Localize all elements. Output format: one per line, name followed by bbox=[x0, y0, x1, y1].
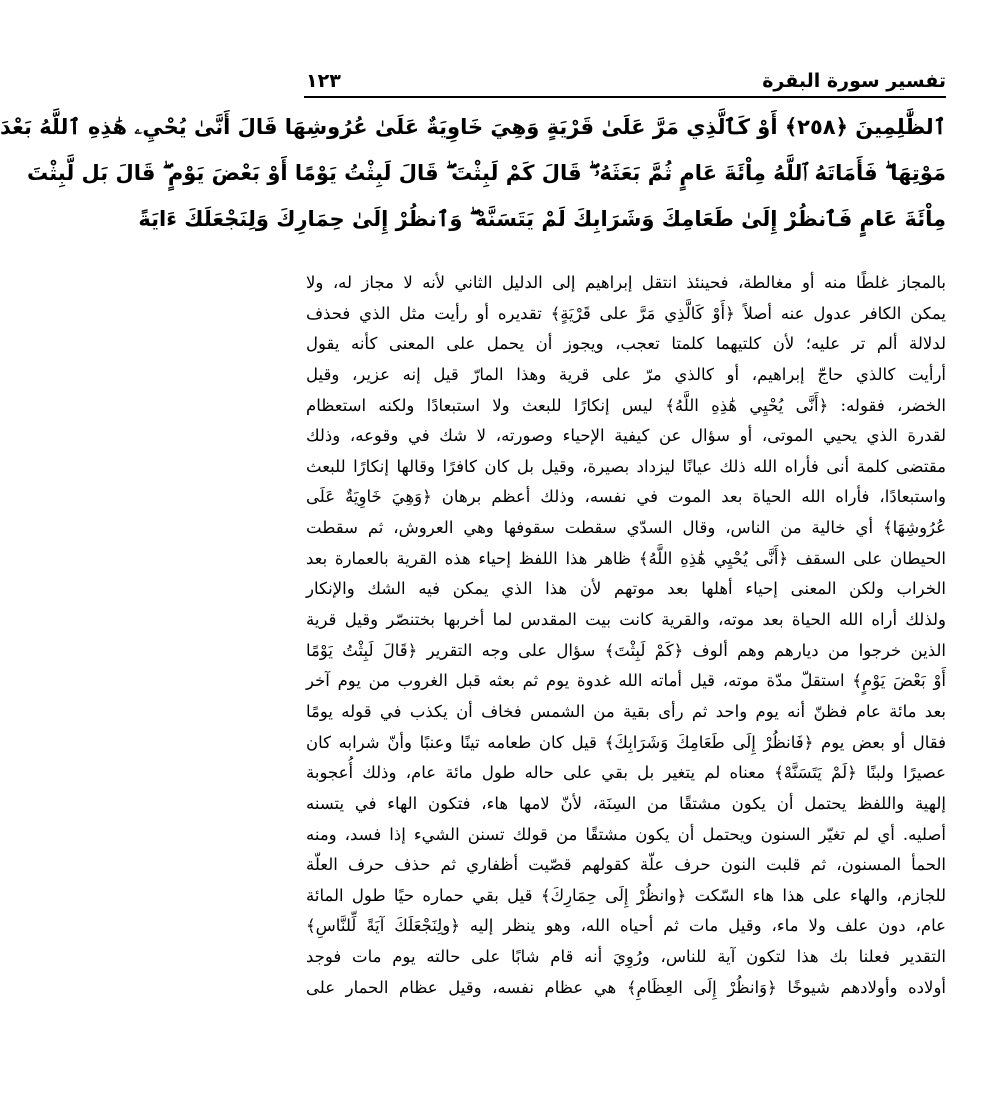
commentary-line: واستبعادًا، فأراه الله الحياة بعد الموت في نفسه، وذلك أعظم برهان ﴿وَهِيَ خَاوِيَةٌ عَلَى bbox=[306, 487, 946, 507]
commentary-line: بعد مائة عام فظنّ أنه يوم واحد ثم رأى بقية من الشمس فخاف أن يكذب في قوله يومًا bbox=[306, 701, 946, 721]
commentary-line: للجازم، والهاء على هذا هاء السّكت ﴿وانظُرْ إِلَى حِمَارِكَ﴾ قيل بقي حماره حيًا طول المائة bbox=[306, 885, 946, 905]
commentary-line: ولذلك أراه الله الحياة بعد موته، والقرية كانت بيت المقدس لما أخربها بختنصّر وقيل قرية bbox=[306, 610, 946, 630]
commentary-line: أصليه. أي لم تغيّر السنون ويحتمل أن يكون مشتقًا من قولك تسنن الشيء إذا فسد، ومنه bbox=[306, 824, 946, 844]
commentary-line: فقال أو بعض يوم ﴿فَانظُرْ إِلَى طَعَامِكَ وَشَرَابِكَ﴾ قيل كان طعامه تينًا وعنبًا وأنّ شرابه كان bbox=[306, 732, 946, 752]
quran-line: مَوْتِهَا ۖ فَأَمَاتَهُ ٱللَّهُ مِاْئَةَ عَامٍ ثُمَّ بَعَثَهُۥ ۖ قَالَ كَمْ لَبِثْتَ ۖ قَالَ لَبِثْتُ يَوْمًا أَوْ بَعْضَ يَوْمٍ ۖ قَالَ بَل لَّبِثْتَ bbox=[26, 161, 946, 185]
header-rule bbox=[304, 96, 946, 98]
page-header bbox=[306, 58, 946, 92]
commentary-line: الذين خرجوا من ديارهم وهم ألوف ﴿كَمْ لَبِثْتَ﴾ سؤال على وجه التقرير ﴿قَالَ لَبِثْتُ يَوْمًا bbox=[306, 640, 946, 660]
quran-line: ٱلظَّٰلِمِينَ ﴿٢٥٨﴾ أَوْ كَٱلَّذِي مَرَّ عَلَىٰ قَرْيَةٍ وَهِيَ خَاوِيَةٌ عَلَىٰ عُرُوشِهَا قَالَ أَنَّىٰ يُحْيِۦ هَٰذِهِ ٱللَّهُ بَعْدَ bbox=[0, 115, 946, 139]
commentary-line: لقدرة الذي يحيي الموتى، أو سؤال عن كيفية الإحياء وصورته، لا شك في وقوعه، وذلك bbox=[306, 426, 946, 446]
commentary-line: بالمجاز غلطًا منه أو مغالطة، فحينئذ انتقل إبراهيم إلى الدليل الثاني لأنه لا مجاز له، ولا bbox=[306, 273, 946, 292]
commentary-body bbox=[306, 268, 946, 1003]
commentary-line: الحمأ المسنون، ثم قلبت النون حرف علّة كقولهم قصّيت أظفاري ثم حذف حرف العلّة bbox=[306, 855, 946, 875]
running-title: تفسير سورة البقرة bbox=[762, 70, 946, 92]
commentary-line: أَوْ بَعْضَ يَوْمٍ﴾ استقلّ مدّة موته، قيل أماته الله غدوة يوم ثم بعثه قبل الغروب من يوم آخر bbox=[306, 671, 946, 691]
commentary-line: التقدير فعلنا بك هذا لتكون آية للناس، ورُوِيَ أنه قام شابًا على حالته يوم مات فوجد bbox=[306, 947, 946, 967]
commentary-line: الحيطان على السقف ﴿أَنَّى يُحْيِي هَٰذِهِ اللَّهُ﴾ ظاهر هذا اللفظ إحياء هذه القرية بالعمارة بعد bbox=[306, 548, 946, 568]
commentary-line: عام، دون علف ولا ماء، وقيل مات ثم أحياه الله، وهو ينظر إليه ﴿ولِنَجْعَلَكَ آيَةً لِّلنَّاسِ﴾ bbox=[306, 916, 946, 936]
commentary-line: أولاده وأولادهم شيوخًا ﴿وَانظُرْ إِلَى العِظَامِ﴾ هي عظام نفسه، وقيل عظام الحمار على bbox=[306, 977, 946, 997]
quran-line: مِاْئَةَ عَامٍ فَٱنظُرْ إِلَىٰ طَعَامِكَ وَشَرَابِكَ لَمْ يَتَسَنَّهْ ۖ وَٱنظُرْ إِلَىٰ حِمَارِكَ وَلِنَجْعَلَكَ ءَايَةً bbox=[138, 207, 946, 231]
commentary-line: عُرُوشِهَا﴾ أي خالية من الناس، وقال السدّي سقطت سقوفها وهي العروش، ثم سقطت bbox=[306, 518, 946, 538]
commentary-line: أرأيت كالذي حاجّ إبراهيم، أو كالذي مرّ على قرية وهذا المارّ قيل إنه عزير، وقيل bbox=[306, 364, 946, 384]
commentary-line: لدلالة ألم تر عليه؛ لأن كلتيهما كلمتا تعجب، ويجوز أن يحمل على المعنى كأنه يقول bbox=[306, 334, 946, 354]
commentary-line: الخراب ولكن المعنى إحياء أهلها بعد موتهم لأن هذا الذي يمكن فيه الشك والإنكار bbox=[306, 579, 946, 599]
commentary-line: عصيرًا ولبنًا ﴿لَمْ يَتَسَنَّهْ﴾ معناه لم يتغير بل بقي على حاله طول مائة عام، وذلك أُعجوبة bbox=[306, 763, 946, 783]
commentary-line: يمكن الكافر عدول عنه أصلاً ﴿أَوْ كَالَّذِي مَرَّ على قَرْيَةٍ﴾ تقديره أو رأيت مثل الذي فحذف bbox=[306, 303, 946, 323]
commentary-line: إلهية واللفظ يحتمل أن يكون مشتقًا من السِنَة، لأنّ لامها هاء، فتكون الهاء في يتسنه bbox=[306, 793, 946, 813]
quran-verse-block bbox=[0, 104, 946, 242]
page-number: ١٢٣ bbox=[306, 70, 341, 92]
commentary-line: الخضر، فقوله: ﴿أَنَّى يُحْيِي هَٰذِهِ اللَّهُ﴾ ليس إنكارًا للبعث ولا استبعادًا ولكنه استعظام bbox=[306, 395, 946, 415]
commentary-line: مقتضى كلمة أنى فأراه الله ذلك عيانًا ليزداد بصيرة، وقيل بل كان كافرًا وقالها إنكارًا للبعث bbox=[306, 456, 946, 476]
